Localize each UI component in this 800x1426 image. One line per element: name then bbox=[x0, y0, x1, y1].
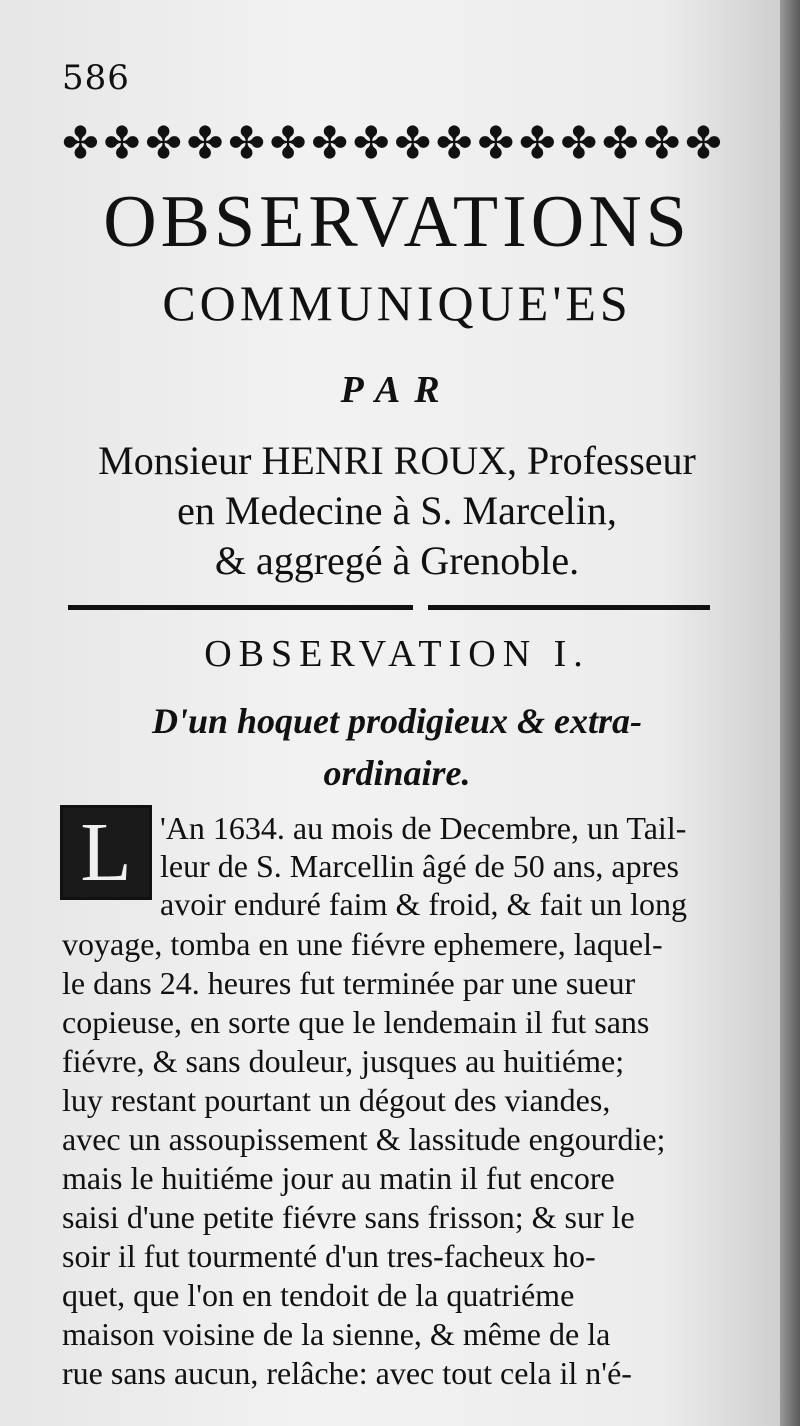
page-number: 586 bbox=[62, 58, 130, 98]
body-text-line: 'An 1634. au mois de Decembre, un Tail- bbox=[160, 810, 687, 846]
author-line: en Medecine à S. Marcelin, bbox=[177, 488, 617, 533]
divider-rule-left bbox=[68, 605, 413, 610]
body-text-line: rue sans aucun, relâche: avec tout cela il n'é- bbox=[62, 1355, 632, 1391]
body-text-line: mais le huitiéme jour au matin il fut encore bbox=[62, 1160, 615, 1196]
decorated-initial: L bbox=[60, 805, 152, 900]
fleuron-icon: ✤ bbox=[518, 118, 556, 169]
observation-subtitle-line: D'un hoquet prodigieux & extra- bbox=[151, 701, 643, 741]
fleuron-icon: ✤ bbox=[228, 118, 265, 169]
fleuron-icon: ✤ bbox=[352, 118, 390, 169]
body-text-line: leur de S. Marcellin âgé de 50 ans, apres bbox=[160, 848, 679, 884]
fleuron-ornament-band bbox=[62, 112, 722, 176]
fleuron-icon: ✤ bbox=[311, 118, 349, 169]
par-label: PAR bbox=[340, 369, 454, 411]
fleuron-icon: ✤ bbox=[103, 118, 141, 169]
book-gutter-shadow bbox=[780, 0, 800, 1426]
body-text-line: avec un assoupissement & lassitude engourdie; bbox=[62, 1121, 666, 1157]
fleuron-icon: ✤ bbox=[435, 118, 473, 169]
fleuron-icon: ✤ bbox=[269, 118, 307, 169]
author-block bbox=[62, 436, 732, 586]
fleuron-icon: ✤ bbox=[62, 118, 99, 169]
fleuron-icon: ✤ bbox=[643, 118, 681, 169]
author-line: & aggregé à Grenoble. bbox=[214, 538, 580, 583]
fleuron-icon: ✤ bbox=[477, 118, 515, 169]
body-text-line: soir il fut tourmenté d'un tres-facheux ho- bbox=[62, 1238, 596, 1274]
body-text-line: maison voisine de la sienne, & même de la bbox=[62, 1316, 611, 1352]
body-text-line: luy restant pourtant un dégout des viandes, bbox=[62, 1082, 611, 1118]
observation-heading: OBSERVATION I. bbox=[204, 633, 590, 675]
fleuron-icon: ✤ bbox=[145, 118, 182, 169]
divider-rule-right bbox=[428, 605, 710, 610]
body-text-line: avoir enduré faim & froid, & fait un long bbox=[160, 886, 687, 922]
body-text-line: voyage, tomba en une fiévre ephemere, laquel- bbox=[62, 926, 663, 962]
body-text-line: fiévre, & sans douleur, jusques au huitiéme; bbox=[62, 1043, 625, 1079]
body-text-line: le dans 24. heures fut terminée par une sueur bbox=[62, 965, 636, 1001]
author-line: Monsieur HENRI ROUX, Professeur bbox=[98, 438, 696, 483]
fleuron-icon: ✤ bbox=[560, 118, 598, 169]
observation-subtitle bbox=[62, 695, 732, 799]
chapter-title: OBSERVATIONS bbox=[103, 181, 691, 263]
fleuron-icon: ✤ bbox=[684, 118, 722, 169]
body-text-line: saisi d'une petite fiévre sans frisson; & sur le bbox=[62, 1199, 635, 1235]
fleuron-icon: ✤ bbox=[186, 118, 224, 169]
observation-subtitle-line: ordinaire. bbox=[323, 753, 471, 793]
chapter-subtitle: COMMUNIQUE'ES bbox=[162, 275, 632, 331]
body-text-line: quet, que l'on en tendoit de la quatriéme bbox=[62, 1277, 575, 1313]
fleuron-icon: ✤ bbox=[601, 118, 639, 169]
body-text-line: copieuse, en sorte que le lendemain il fut sans bbox=[62, 1004, 650, 1040]
fleuron-icon: ✤ bbox=[394, 118, 432, 169]
